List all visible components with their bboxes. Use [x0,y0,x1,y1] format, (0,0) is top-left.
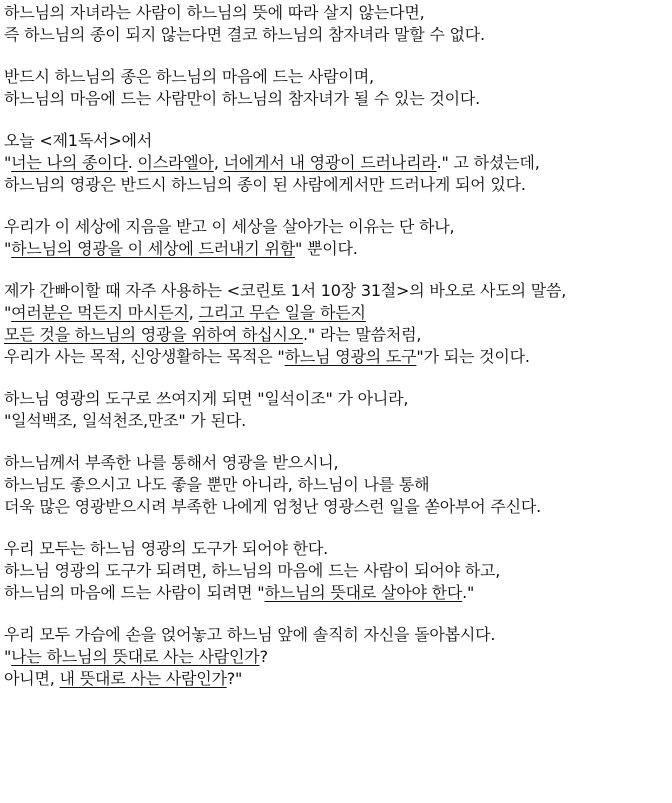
text-segment: 하느님 영광의 도구로 쓰여지게 되면 "일석이조" 가 아니라, [4,389,409,408]
text-segment: 하느님도 좋으시고 나도 좋을 뿐만 아니라, 하느님이 나를 통해 [4,475,430,494]
underlined-text: 내 뜻대로 사는 사람인가 [59,669,227,688]
text-segment: , [213,153,224,172]
text-line [4,324,672,346]
text-line [4,130,672,152]
text-line [4,346,672,368]
text-line [4,474,672,496]
text-segment: 제가 간빠이할 때 자주 사용하는 <코린토 1서 10장 31절>의 바오로 사도의 말씀, [4,281,567,300]
text-segment: 하느님의 자녀라는 사람이 하느님의 뜻에 따라 살지 않는다면, [4,3,425,22]
text-segment: "가 되는 것이다. [416,347,530,366]
text-segment: 즉 하느님의 종이 되지 않는다면 결코 하느님의 참자녀라 말할 수 없다. [4,25,485,44]
text-line [4,646,672,668]
text-line [4,66,672,88]
text-segment: ." 고 하셨는데, [436,153,540,172]
underlined-text: 그리고 무슨 일을 하든지 [198,303,366,322]
text-line [4,560,672,582]
text-segment: 하느님께서 부족한 나를 통해서 영광을 받으시니, [4,453,339,472]
text-line [4,624,672,646]
underlined-text: 너는 나의 종이다 [11,153,128,172]
text-segment: 하느님의 마음에 드는 사람만이 하느님의 참자녀가 될 수 있는 것이다. [4,89,481,108]
text-line [4,668,672,690]
text-segment: " [4,153,12,172]
text-segment: 우리 모두는 하느님 영광의 도구가 되어야 한다. [4,539,329,558]
text-segment: " [4,303,12,322]
text-line [4,24,672,46]
paragraph [4,66,672,110]
text-segment: "일석백조, 일석천조,만조" 가 된다. [4,411,246,430]
text-segment: 우리가 사는 목적, 신앙생활하는 목적은 " [4,347,285,366]
text-segment: , [188,303,199,322]
paragraph [4,538,672,604]
text-line [4,452,672,474]
underlined-text: 너에게서 내 영광이 드러나리라 [223,153,437,172]
text-segment: 아니면, [4,669,60,688]
text-line [4,582,672,604]
underlined-text: 이스라엘아 [137,153,214,172]
paragraph [4,130,672,196]
text-line [4,538,672,560]
text-segment: " 뿐이다. [294,239,358,258]
paragraph [4,624,672,690]
paragraph [4,216,672,260]
text-line [4,2,672,24]
underlined-text: 하느님의 영광을 이 세상에 드러내기 위함 [11,239,295,258]
underlined-text: 하느님 영광의 도구 [284,347,417,366]
underlined-text: 하느님의 뜻대로 살아야 한다 [264,583,463,602]
text-segment: 하느님 영광의 도구가 되려면, 하느님의 마음에 드는 사람이 되어야 하고, [4,561,501,580]
text-segment: 더욱 많은 영광받으시려 부족한 나에게 엄청난 영광스런 일을 쏟아부어 주신다. [4,497,542,516]
underlined-text: 모든 것을 하느님의 영광을 위하여 하십시오 [4,325,304,344]
text-line [4,388,672,410]
text-segment: . [127,153,138,172]
text-segment: " [4,647,12,666]
text-line [4,238,672,260]
text-segment: 오늘 <제1독서>에서 [4,131,153,150]
text-segment: ." [462,583,475,602]
text-segment: " [4,239,12,258]
underlined-text: 나는 하느님의 뜻대로 사는 사람인가 [11,647,260,666]
text-line [4,88,672,110]
paragraph [4,280,672,368]
text-segment: 하느님의 영광은 반드시 하느님의 종이 된 사람에게서만 드러나게 되어 있다. [4,175,526,194]
text-line [4,410,672,432]
text-line [4,302,672,324]
text-line [4,174,672,196]
text-segment: ." 라는 말씀처럼, [303,325,422,344]
underlined-text: 여러분은 먹든지 마시든지 [11,303,189,322]
text-line [4,152,672,174]
paragraph [4,452,672,518]
text-segment: 하느님의 마음에 드는 사람이 되려면 " [4,583,265,602]
text-segment: 우리가 이 세상에 지음을 받고 이 세상을 살아가는 이유는 단 하나, [4,217,455,236]
paragraph [4,2,672,46]
text-segment: 반드시 하느님의 종은 하느님의 마음에 드는 사람이며, [4,67,374,86]
text-line [4,216,672,238]
paragraph [4,388,672,432]
text-segment: 우리 모두 가슴에 손을 얹어놓고 하느님 앞에 솔직히 자신을 돌아봅시다. [4,625,496,644]
text-line [4,496,672,518]
text-segment: ?" [226,669,243,688]
text-line [4,280,672,302]
text-segment: ? [259,647,268,666]
